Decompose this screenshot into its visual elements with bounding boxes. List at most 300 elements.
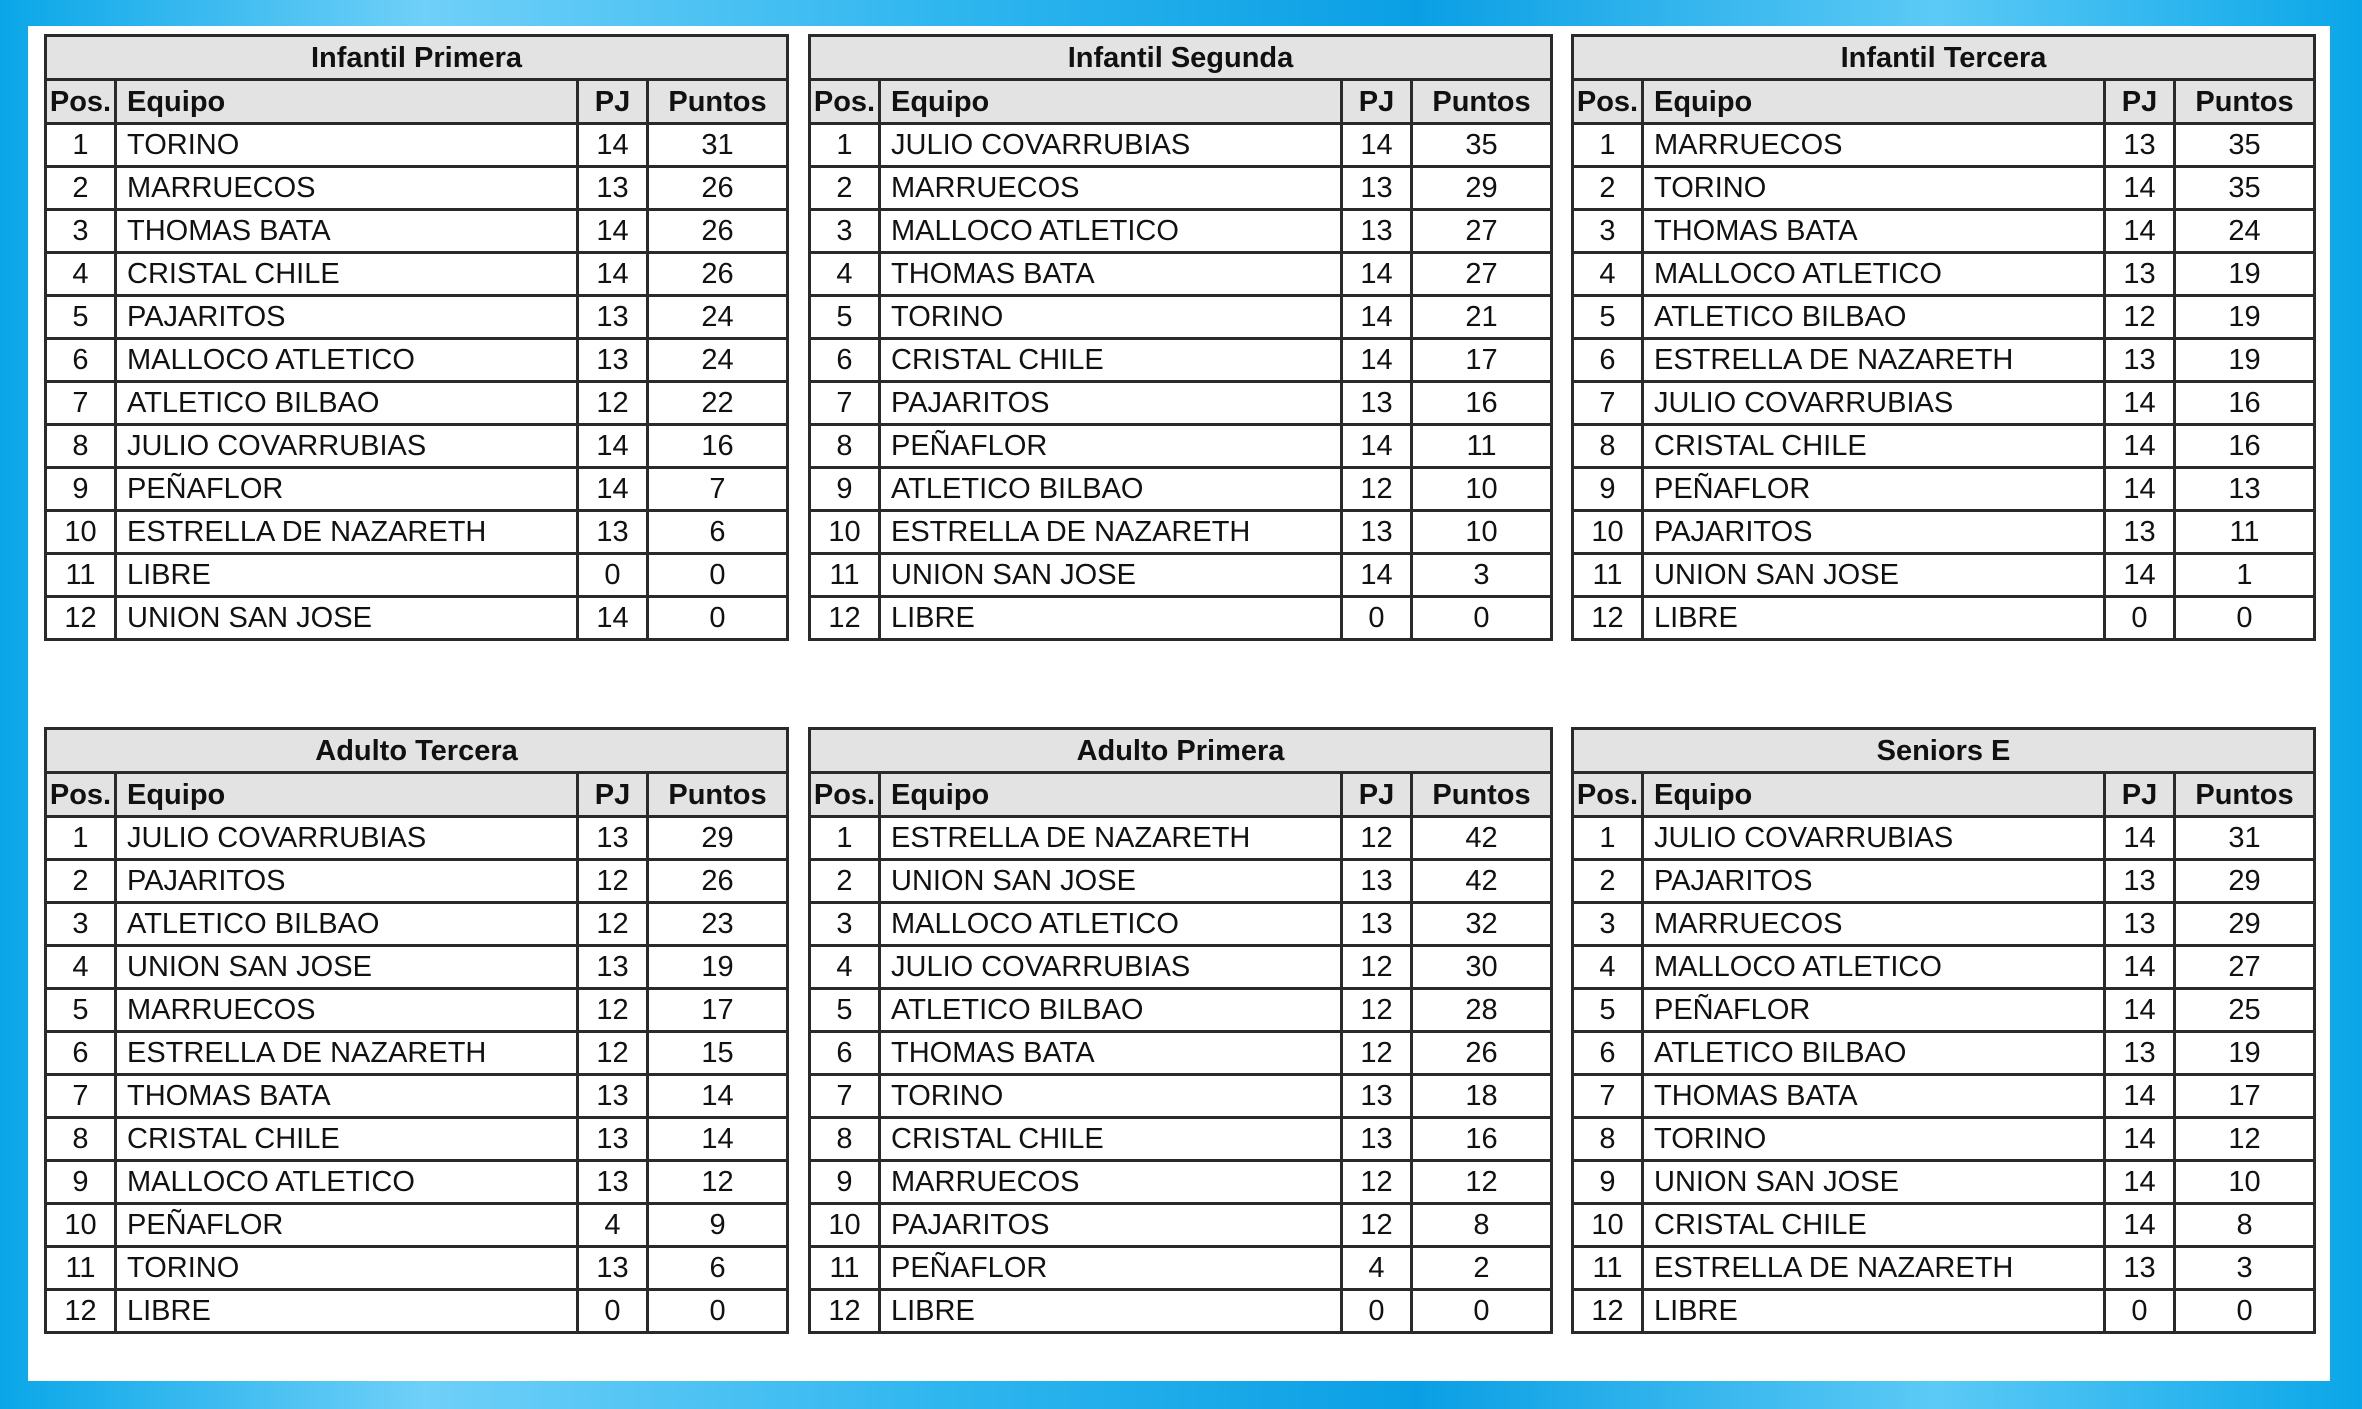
table-row xyxy=(1573,860,2315,903)
cell-pj: 0 xyxy=(2105,597,2175,640)
cell-pos: 1 xyxy=(1573,817,1643,860)
cell-pos: 7 xyxy=(810,382,880,425)
cell-pj: 13 xyxy=(2105,511,2175,554)
table-row xyxy=(46,1161,788,1204)
cell-team: CRISTAL CHILE xyxy=(880,339,1342,382)
table-row xyxy=(1573,554,2315,597)
cell-points: 3 xyxy=(2175,1247,2315,1290)
cell-team: ATLETICO BILBAO xyxy=(1643,296,2105,339)
cell-pos: 6 xyxy=(1573,339,1643,382)
cell-points: 16 xyxy=(1412,1118,1552,1161)
cell-points: 27 xyxy=(1412,210,1552,253)
standings-table-seniors-e xyxy=(1571,727,2316,1334)
cell-pos: 11 xyxy=(810,554,880,597)
cell-points: 0 xyxy=(1412,597,1552,640)
cell-points: 10 xyxy=(1412,511,1552,554)
cell-pos: 2 xyxy=(1573,860,1643,903)
cell-pos: 8 xyxy=(810,1118,880,1161)
cell-team: PEÑAFLOR xyxy=(880,1247,1342,1290)
cell-pj: 14 xyxy=(2105,382,2175,425)
cell-pos: 8 xyxy=(46,1118,116,1161)
cell-points: 29 xyxy=(1412,167,1552,210)
table-header-row xyxy=(46,80,788,124)
cell-points: 28 xyxy=(1412,989,1552,1032)
cell-team: THOMAS BATA xyxy=(880,253,1342,296)
cell-pj: 13 xyxy=(1342,167,1412,210)
cell-pos: 12 xyxy=(1573,1290,1643,1333)
cell-team: ESTRELLA DE NAZARETH xyxy=(116,1032,578,1075)
cell-pj: 13 xyxy=(578,511,648,554)
cell-team: PEÑAFLOR xyxy=(116,468,578,511)
cell-pj: 0 xyxy=(1342,1290,1412,1333)
cell-team: UNION SAN JOSE xyxy=(1643,1161,2105,1204)
cell-points: 19 xyxy=(2175,253,2315,296)
table-row xyxy=(1573,1118,2315,1161)
cell-pj: 12 xyxy=(578,989,648,1032)
cell-pj: 14 xyxy=(1342,425,1412,468)
cell-pos: 6 xyxy=(46,339,116,382)
cell-pos: 1 xyxy=(810,817,880,860)
header-team: Equipo xyxy=(880,773,1342,817)
cell-team: MARRUECOS xyxy=(1643,124,2105,167)
cell-pos: 9 xyxy=(810,468,880,511)
cell-points: 16 xyxy=(1412,382,1552,425)
cell-team: MALLOCO ATLETICO xyxy=(116,1161,578,1204)
cell-team: PAJARITOS xyxy=(1643,860,2105,903)
cell-points: 26 xyxy=(648,210,788,253)
cell-team: THOMAS BATA xyxy=(880,1032,1342,1075)
cell-pj: 14 xyxy=(578,253,648,296)
table-row xyxy=(810,1075,1552,1118)
table-header-row xyxy=(1573,80,2315,124)
cell-team: TORINO xyxy=(1643,1118,2105,1161)
table-row xyxy=(1573,1290,2315,1333)
header-team: Equipo xyxy=(880,80,1342,124)
cell-pos: 4 xyxy=(1573,946,1643,989)
cell-pj: 12 xyxy=(1342,468,1412,511)
cell-pj: 13 xyxy=(1342,1075,1412,1118)
table-row xyxy=(1573,382,2315,425)
cell-points: 22 xyxy=(648,382,788,425)
cell-team: PEÑAFLOR xyxy=(1643,989,2105,1032)
cell-pj: 0 xyxy=(2105,1290,2175,1333)
header-pj: PJ xyxy=(2105,773,2175,817)
cell-points: 0 xyxy=(1412,1290,1552,1333)
cell-team: MARRUECOS xyxy=(880,167,1342,210)
cell-team: MALLOCO ATLETICO xyxy=(880,210,1342,253)
cell-team: CRISTAL CHILE xyxy=(1643,425,2105,468)
cell-team: JULIO COVARRUBIAS xyxy=(1643,817,2105,860)
table-row xyxy=(1573,903,2315,946)
table-row xyxy=(1573,1204,2315,1247)
table-row xyxy=(46,124,788,167)
cell-team: MARRUECOS xyxy=(116,989,578,1032)
cell-pos: 3 xyxy=(810,210,880,253)
cell-pos: 3 xyxy=(46,210,116,253)
table-row xyxy=(46,903,788,946)
table-row xyxy=(46,946,788,989)
table-row xyxy=(810,860,1552,903)
table-row xyxy=(810,597,1552,640)
cell-pos: 6 xyxy=(46,1032,116,1075)
table-row xyxy=(810,296,1552,339)
cell-points: 17 xyxy=(2175,1075,2315,1118)
cell-points: 18 xyxy=(1412,1075,1552,1118)
cell-pj: 12 xyxy=(578,1032,648,1075)
cell-pos: 7 xyxy=(46,1075,116,1118)
cell-points: 2 xyxy=(1412,1247,1552,1290)
table-row xyxy=(810,468,1552,511)
table-row xyxy=(810,1161,1552,1204)
cell-points: 1 xyxy=(2175,554,2315,597)
cell-team: THOMAS BATA xyxy=(116,1075,578,1118)
cell-team: JULIO COVARRUBIAS xyxy=(116,425,578,468)
cell-points: 19 xyxy=(2175,296,2315,339)
table-row xyxy=(810,253,1552,296)
cell-team: CRISTAL CHILE xyxy=(116,253,578,296)
cell-pj: 14 xyxy=(2105,946,2175,989)
cell-points: 16 xyxy=(648,425,788,468)
cell-points: 19 xyxy=(648,946,788,989)
cell-pj: 13 xyxy=(578,296,648,339)
cell-points: 12 xyxy=(648,1161,788,1204)
cell-pj: 14 xyxy=(1342,339,1412,382)
cell-pj: 14 xyxy=(1342,253,1412,296)
table-row xyxy=(810,989,1552,1032)
header-pos: Pos. xyxy=(1573,80,1643,124)
cell-pos: 1 xyxy=(46,817,116,860)
cell-points: 9 xyxy=(648,1204,788,1247)
table-header-row xyxy=(1573,773,2315,817)
cell-pos: 2 xyxy=(46,167,116,210)
table-row xyxy=(1573,1247,2315,1290)
table-row xyxy=(46,860,788,903)
cell-team: LIBRE xyxy=(116,1290,578,1333)
cell-points: 7 xyxy=(648,468,788,511)
cell-team: MARRUECOS xyxy=(1643,903,2105,946)
cell-pos: 5 xyxy=(810,296,880,339)
table-row xyxy=(810,339,1552,382)
cell-pj: 12 xyxy=(578,382,648,425)
cell-pj: 13 xyxy=(2105,339,2175,382)
table-row xyxy=(46,1247,788,1290)
cell-pos: 10 xyxy=(1573,1204,1643,1247)
cell-pj: 13 xyxy=(578,946,648,989)
cell-pj: 13 xyxy=(1342,903,1412,946)
cell-pj: 14 xyxy=(2105,554,2175,597)
cell-pos: 3 xyxy=(1573,210,1643,253)
cell-pos: 12 xyxy=(810,1290,880,1333)
cell-team: CRISTAL CHILE xyxy=(116,1118,578,1161)
header-pj: PJ xyxy=(1342,773,1412,817)
cell-team: CRISTAL CHILE xyxy=(880,1118,1342,1161)
cell-pos: 9 xyxy=(46,1161,116,1204)
cell-pj: 13 xyxy=(2105,124,2175,167)
table-row xyxy=(46,817,788,860)
cell-pj: 13 xyxy=(1342,511,1412,554)
cell-points: 24 xyxy=(2175,210,2315,253)
cell-pos: 12 xyxy=(46,1290,116,1333)
cell-points: 24 xyxy=(648,339,788,382)
table-row xyxy=(46,1204,788,1247)
cell-pj: 13 xyxy=(2105,1247,2175,1290)
cell-pj: 12 xyxy=(1342,1161,1412,1204)
cell-points: 6 xyxy=(648,1247,788,1290)
cell-pos: 5 xyxy=(46,989,116,1032)
table-row xyxy=(46,382,788,425)
cell-pj: 14 xyxy=(2105,167,2175,210)
table-row xyxy=(46,253,788,296)
cell-pj: 14 xyxy=(2105,210,2175,253)
cell-pj: 14 xyxy=(578,468,648,511)
cell-team: ATLETICO BILBAO xyxy=(880,989,1342,1032)
header-points: Puntos xyxy=(648,773,788,817)
cell-points: 35 xyxy=(2175,124,2315,167)
table-row xyxy=(1573,817,2315,860)
cell-pos: 10 xyxy=(810,511,880,554)
table-row xyxy=(810,210,1552,253)
cell-team: MALLOCO ATLETICO xyxy=(880,903,1342,946)
header-points: Puntos xyxy=(2175,773,2315,817)
cell-pj: 13 xyxy=(1342,382,1412,425)
table-title: Seniors E xyxy=(1573,729,2315,773)
table-row xyxy=(1573,1032,2315,1075)
cell-pos: 3 xyxy=(1573,903,1643,946)
cell-pos: 11 xyxy=(1573,1247,1643,1290)
cell-points: 26 xyxy=(648,167,788,210)
cell-team: MALLOCO ATLETICO xyxy=(116,339,578,382)
cell-pj: 0 xyxy=(1342,597,1412,640)
cell-pj: 13 xyxy=(578,817,648,860)
table-row xyxy=(1573,1075,2315,1118)
cell-points: 26 xyxy=(648,860,788,903)
cell-team: ESTRELLA DE NAZARETH xyxy=(880,817,1342,860)
table-title: Infantil Segunda xyxy=(810,36,1552,80)
cell-pj: 0 xyxy=(578,554,648,597)
header-points: Puntos xyxy=(648,80,788,124)
cell-pj: 14 xyxy=(2105,468,2175,511)
table-row xyxy=(1573,946,2315,989)
cell-pos: 8 xyxy=(46,425,116,468)
table-row xyxy=(810,1247,1552,1290)
cell-pj: 14 xyxy=(1342,296,1412,339)
cell-pj: 14 xyxy=(578,425,648,468)
cell-team: ATLETICO BILBAO xyxy=(116,382,578,425)
cell-pj: 12 xyxy=(1342,946,1412,989)
header-pj: PJ xyxy=(578,80,648,124)
cell-team: CRISTAL CHILE xyxy=(1643,1204,2105,1247)
cell-team: MARRUECOS xyxy=(880,1161,1342,1204)
cell-pos: 4 xyxy=(810,946,880,989)
header-team: Equipo xyxy=(1643,773,2105,817)
cell-points: 15 xyxy=(648,1032,788,1075)
cell-pj: 13 xyxy=(1342,210,1412,253)
table-row xyxy=(810,124,1552,167)
cell-pos: 2 xyxy=(810,167,880,210)
table-row xyxy=(810,1032,1552,1075)
cell-points: 31 xyxy=(2175,817,2315,860)
cell-team: LIBRE xyxy=(1643,1290,2105,1333)
cell-pos: 6 xyxy=(810,1032,880,1075)
cell-points: 17 xyxy=(1412,339,1552,382)
header-team: Equipo xyxy=(116,773,578,817)
header-points: Puntos xyxy=(1412,80,1552,124)
table-row xyxy=(810,511,1552,554)
standings-table-infantil-primera xyxy=(44,34,789,641)
cell-team: UNION SAN JOSE xyxy=(116,946,578,989)
cell-pj: 14 xyxy=(2105,989,2175,1032)
header-points: Puntos xyxy=(1412,773,1552,817)
table-row xyxy=(46,296,788,339)
cell-team: ESTRELLA DE NAZARETH xyxy=(1643,1247,2105,1290)
header-points: Puntos xyxy=(2175,80,2315,124)
header-pos: Pos. xyxy=(810,773,880,817)
cell-pj: 12 xyxy=(1342,817,1412,860)
cell-points: 26 xyxy=(648,253,788,296)
cell-team: ATLETICO BILBAO xyxy=(880,468,1342,511)
table-title: Adulto Tercera xyxy=(46,729,788,773)
cell-pj: 14 xyxy=(578,124,648,167)
table-row xyxy=(1573,597,2315,640)
cell-points: 11 xyxy=(1412,425,1552,468)
table-row xyxy=(810,167,1552,210)
cell-points: 19 xyxy=(2175,339,2315,382)
cell-team: LIBRE xyxy=(1643,597,2105,640)
cell-points: 0 xyxy=(648,597,788,640)
table-row xyxy=(1573,296,2315,339)
cell-pj: 0 xyxy=(578,1290,648,1333)
cell-pos: 5 xyxy=(1573,296,1643,339)
cell-team: ESTRELLA DE NAZARETH xyxy=(1643,339,2105,382)
cell-points: 42 xyxy=(1412,817,1552,860)
cell-points: 19 xyxy=(2175,1032,2315,1075)
table-row xyxy=(46,425,788,468)
header-pos: Pos. xyxy=(1573,773,1643,817)
cell-pos: 10 xyxy=(1573,511,1643,554)
cell-points: 29 xyxy=(2175,860,2315,903)
cell-pos: 9 xyxy=(1573,1161,1643,1204)
cell-team: ESTRELLA DE NAZARETH xyxy=(880,511,1342,554)
cell-pj: 12 xyxy=(1342,1032,1412,1075)
cell-pj: 13 xyxy=(2105,253,2175,296)
cell-team: MARRUECOS xyxy=(116,167,578,210)
table-row xyxy=(1573,210,2315,253)
cell-team: PEÑAFLOR xyxy=(116,1204,578,1247)
cell-pos: 1 xyxy=(1573,124,1643,167)
cell-points: 16 xyxy=(2175,382,2315,425)
cell-pos: 5 xyxy=(1573,989,1643,1032)
cell-points: 21 xyxy=(1412,296,1552,339)
cell-points: 11 xyxy=(2175,511,2315,554)
table-row xyxy=(810,1290,1552,1333)
cell-pj: 14 xyxy=(2105,1118,2175,1161)
cell-team: THOMAS BATA xyxy=(116,210,578,253)
cell-pos: 2 xyxy=(1573,167,1643,210)
cell-pos: 5 xyxy=(46,296,116,339)
cell-team: PAJARITOS xyxy=(116,860,578,903)
cell-team: PEÑAFLOR xyxy=(1643,468,2105,511)
table-row xyxy=(1573,511,2315,554)
cell-team: PAJARITOS xyxy=(880,382,1342,425)
header-pj: PJ xyxy=(578,773,648,817)
cell-pos: 10 xyxy=(46,1204,116,1247)
table-row xyxy=(1573,339,2315,382)
cell-points: 32 xyxy=(1412,903,1552,946)
header-pos: Pos. xyxy=(46,773,116,817)
cell-pj: 12 xyxy=(578,903,648,946)
cell-pos: 12 xyxy=(46,597,116,640)
cell-team: UNION SAN JOSE xyxy=(880,554,1342,597)
cell-team: THOMAS BATA xyxy=(1643,1075,2105,1118)
cell-team: UNION SAN JOSE xyxy=(116,597,578,640)
cell-pos: 4 xyxy=(1573,253,1643,296)
cell-points: 29 xyxy=(648,817,788,860)
cell-pos: 7 xyxy=(46,382,116,425)
cell-pj: 14 xyxy=(578,597,648,640)
table-row xyxy=(46,1032,788,1075)
cell-pos: 3 xyxy=(46,903,116,946)
cell-points: 12 xyxy=(1412,1161,1552,1204)
cell-points: 30 xyxy=(1412,946,1552,989)
cell-points: 0 xyxy=(648,1290,788,1333)
standings-table-adulto-primera xyxy=(808,727,1553,1334)
cell-pos: 5 xyxy=(810,989,880,1032)
table-row xyxy=(810,903,1552,946)
header-team: Equipo xyxy=(116,80,578,124)
cell-pos: 3 xyxy=(810,903,880,946)
cell-team: TORINO xyxy=(116,1247,578,1290)
cell-team: PEÑAFLOR xyxy=(880,425,1342,468)
header-pj: PJ xyxy=(2105,80,2175,124)
table-row xyxy=(1573,124,2315,167)
cell-team: LIBRE xyxy=(880,1290,1342,1333)
table-row xyxy=(46,597,788,640)
cell-points: 13 xyxy=(2175,468,2315,511)
cell-pj: 13 xyxy=(578,1161,648,1204)
cell-team: TORINO xyxy=(1643,167,2105,210)
table-row xyxy=(46,339,788,382)
cell-pos: 7 xyxy=(810,1075,880,1118)
cell-pj: 13 xyxy=(2105,860,2175,903)
cell-pos: 11 xyxy=(46,554,116,597)
cell-pj: 13 xyxy=(578,167,648,210)
cell-points: 0 xyxy=(648,554,788,597)
cell-pj: 12 xyxy=(1342,989,1412,1032)
cell-team: JULIO COVARRUBIAS xyxy=(880,946,1342,989)
cell-team: ESTRELLA DE NAZARETH xyxy=(116,511,578,554)
cell-pj: 12 xyxy=(578,860,648,903)
cell-pj: 14 xyxy=(1342,124,1412,167)
cell-pos: 7 xyxy=(1573,382,1643,425)
cell-pj: 14 xyxy=(2105,1075,2175,1118)
cell-points: 27 xyxy=(2175,946,2315,989)
cell-points: 26 xyxy=(1412,1032,1552,1075)
cell-points: 3 xyxy=(1412,554,1552,597)
cell-pj: 4 xyxy=(1342,1247,1412,1290)
cell-pj: 14 xyxy=(2105,1204,2175,1247)
cell-pos: 4 xyxy=(46,946,116,989)
cell-pos: 11 xyxy=(810,1247,880,1290)
cell-pj: 13 xyxy=(578,1118,648,1161)
cell-pj: 14 xyxy=(1342,554,1412,597)
table-row xyxy=(1573,167,2315,210)
table-row xyxy=(46,554,788,597)
cell-pos: 12 xyxy=(810,597,880,640)
cell-pos: 12 xyxy=(1573,597,1643,640)
cell-pos: 9 xyxy=(810,1161,880,1204)
cell-pos: 10 xyxy=(810,1204,880,1247)
cell-points: 29 xyxy=(2175,903,2315,946)
